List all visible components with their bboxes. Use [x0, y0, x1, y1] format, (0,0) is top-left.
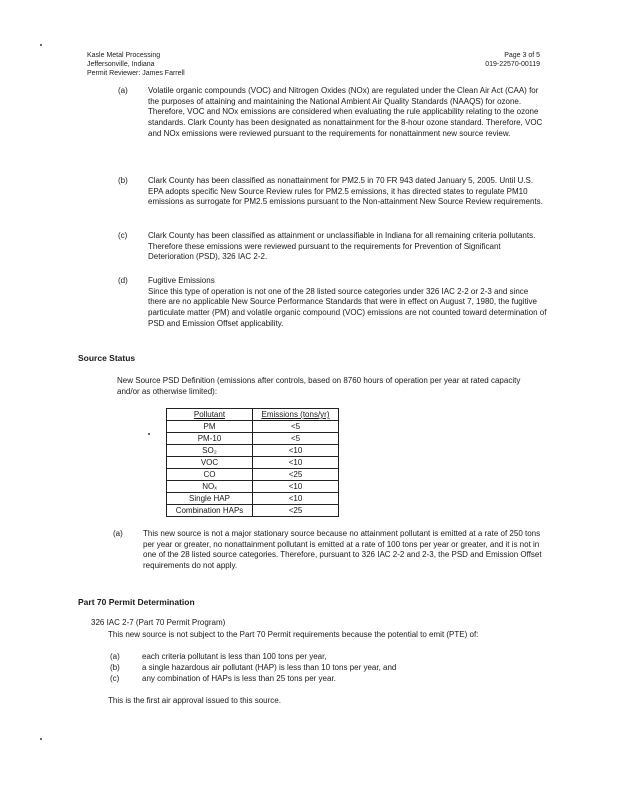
list-marker: (b) — [110, 663, 120, 672]
table-row — [167, 493, 339, 505]
list-marker: (c) — [110, 674, 120, 683]
table-cell-pollutant: Single HAP — [167, 493, 253, 505]
header-page-number: Page 3 of 5 — [504, 52, 540, 59]
item-marker: (a) — [118, 86, 128, 95]
scan-speck — [40, 738, 42, 740]
table-cell-pollutant: PM-10 — [167, 433, 253, 445]
scan-speck — [148, 433, 150, 435]
table-cell-pollutant: VOC — [167, 457, 253, 469]
table-cell-emissions: <10 — [253, 445, 339, 457]
table-row — [167, 457, 339, 469]
table-cell-emissions: <10 — [253, 493, 339, 505]
table-header-emissions: Emissions (tons/yr) — [253, 409, 339, 421]
page-header-right — [440, 51, 540, 69]
table-row — [167, 445, 339, 457]
table-cell-emissions: <5 — [253, 421, 339, 433]
item-c — [118, 231, 548, 263]
part70-closing: This is the first air approval issued to this source. — [108, 696, 281, 705]
list-item — [108, 652, 528, 663]
item-text: Since this type of operation is not one of the 28 listed source categories under 326 IAC 2-2 or 2-3 and since there are no applicable New Source Performance Standards that were in effect on August 7, 1980, the fugitive particulate matter (PM) and volatile organic compound (VOC) emissions are not counted toward determination of PSD and Emission Offset applicability. — [148, 286, 547, 328]
table-row — [167, 433, 339, 445]
table-row — [167, 505, 339, 517]
header-reviewer: Permit Reviewer: James Farrell — [87, 70, 185, 78]
part70-intro: This new source is not subject to the Part 70 Permit requirements because the potential to emit (PTE) of: — [108, 630, 479, 639]
list-item — [108, 663, 528, 674]
item-marker: (a) — [113, 529, 123, 538]
item-a — [118, 86, 548, 140]
table-cell-pollutant: CO — [167, 469, 253, 481]
header-company: Kasle Metal Processing — [87, 52, 161, 59]
table-row — [167, 481, 339, 493]
part70-heading: Part 70 Permit Determination — [78, 597, 195, 607]
table-cell-emissions: <10 — [253, 481, 339, 493]
source-status-intro: New Source PSD Definition (emissions after controls, based on 8760 hours of operation per year at rated capacity and/or as otherwise limited): — [117, 376, 521, 396]
item-text: This new source is not a major stationary source because no attainment pollutant is emitted at a rate of 250 tons per year or greater, no nonattainment pollutant is emitted at a rate of 100 tons per year or greater, and it is not in one of the 28 listed source categories. Therefore, pursuant to 326 IAC 2-2 and 2-3, the PSD and Emission Offset requirements do not apply. — [143, 529, 542, 571]
part70-rule: 326 IAC 2-7 (Part 70 Permit Program) — [91, 618, 226, 627]
list-text: a single hazardous air pollutant (HAP) is less than 10 tons per year, and — [142, 663, 397, 672]
item-d — [118, 276, 548, 330]
item-title: Fugitive Emissions — [148, 276, 215, 285]
header-location: Jeffersonville, Indiana — [87, 61, 155, 69]
table-cell-emissions: <25 — [253, 469, 339, 481]
scan-speck — [40, 44, 42, 46]
list-text: any combination of HAPs is less than 25 tons per year. — [142, 674, 336, 683]
item-text: Volatile organic compounds (VOC) and Nitrogen Oxides (NOx) are regulated under the Clean Air Act (CAA) for the purposes of attaining and maintaining the National Ambient Air Quality Standards (NAAQS) for ozone. Therefore, VOC and NOx emissions are considered when evaluating the rule applicability relating to the ozone standards. Clark County has been designated as nonattainment for the 8-hour ozone standard. Therefore, VOC and NOx emissions were reviewed pursuant to the requirements for nonattainment new source review. — [148, 86, 543, 138]
table-cell-emissions: <5 — [253, 433, 339, 445]
item-marker: (c) — [118, 231, 128, 240]
table-header-pollutant: Pollutant — [167, 409, 253, 421]
emissions-table — [166, 408, 339, 517]
list-item — [108, 674, 528, 685]
source-status-note — [113, 529, 548, 572]
table-cell-pollutant: Combination HAPs — [167, 505, 253, 517]
table-cell-emissions: <10 — [253, 457, 339, 469]
header-permit-number: 019-22570-00119 — [485, 61, 540, 69]
source-status-heading: Source Status — [78, 353, 136, 363]
table-cell-pollutant: PM — [167, 421, 253, 433]
page-header-left — [87, 51, 307, 78]
table-row — [167, 469, 339, 481]
item-text: Clark County has been classified as attainment or unclassifiable in Indiana for all remaining criteria pollutants. Therefore these emissions were reviewed pursuant to the requirements for Prevention of Significant Deterioration (PSD), 326 IAC 2-2. — [148, 231, 536, 262]
list-text: each criteria pollutant is less than 100 tons per year, — [142, 652, 327, 661]
table-header-row — [167, 409, 339, 421]
table-cell-emissions: <25 — [253, 505, 339, 517]
part70-list — [108, 652, 528, 685]
item-marker: (b) — [118, 176, 128, 185]
table-cell-pollutant: NOₓ — [167, 481, 253, 493]
list-marker: (a) — [110, 652, 120, 661]
table-cell-pollutant: SO₂ — [167, 445, 253, 457]
table-row — [167, 421, 339, 433]
item-text: Clark County has been classified as nonattainment for PM2.5 in 70 FR 943 dated January 5, 2005. Until U.S. EPA adopts specific New Source Review rules for PM2.5 emissions, it has directed states to regulate PM10 emissions as surrogate for PM2.5 emissions pursuant to the Non-attainment New Source Review requirements. — [148, 176, 543, 207]
item-marker: (d) — [118, 276, 128, 285]
item-b — [118, 176, 548, 208]
